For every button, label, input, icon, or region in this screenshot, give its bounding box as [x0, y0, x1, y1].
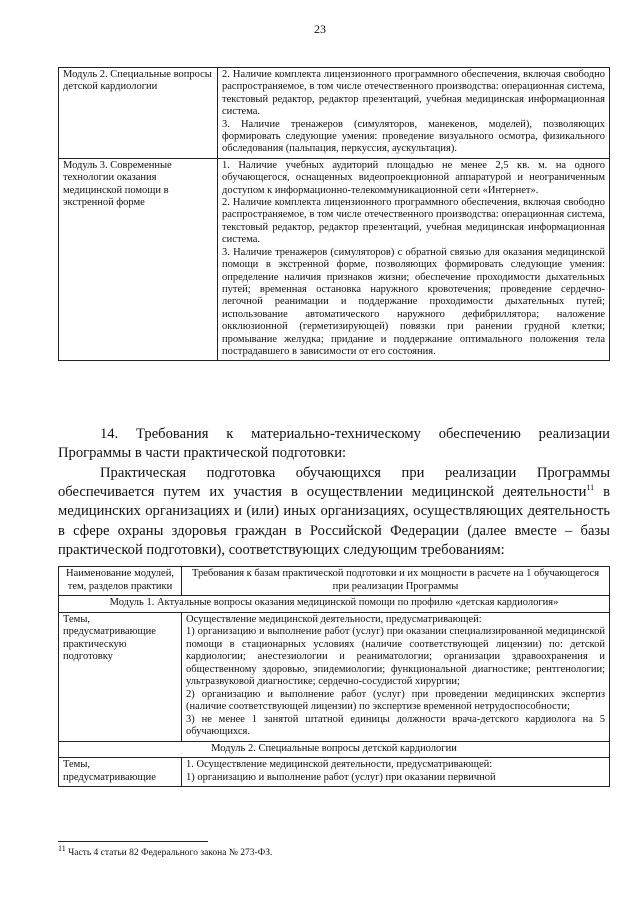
practical-training-table: [58, 566, 610, 787]
intro-text: Практическая подготовка обучающихся при реализации Программы обеспечивается путем их участия в осуществлении медицинской деятельности: [58, 465, 610, 501]
requirement-item: Осуществление медицинской деятельности, предусматривающей:: [186, 613, 482, 625]
requirement-item: 2) организацию и выполнение работ (услуг) при проведении медицинских экспертиз (наличие соответствующей лицензии) по экспертизе временной нетрудоспособности;: [186, 688, 605, 712]
topic-cell: Темы, предусматривающие: [59, 758, 182, 787]
table-row: [59, 758, 610, 787]
table-header-row: [59, 567, 610, 596]
table-row: [59, 612, 610, 741]
module-cell: Модуль 3. Современные технологии оказания медицинской помощи в экстренной форме: [59, 158, 218, 361]
page-number: 23: [314, 22, 326, 36]
module-title-row: [59, 741, 610, 758]
module-title: Модуль 2. Специальные вопросы детской кардиологии: [59, 741, 610, 758]
section-heading: 14. Требования к материально-техническому обеспечению реализации Программы в части практической подготовки:: [58, 426, 610, 461]
requirements-cell: [182, 758, 610, 787]
footnote-reference[interactable]: 11: [586, 483, 595, 493]
column-header-requirements: Требования к базам практической подготовки и их мощности в расчете на 1 обучающегося при реализации Программы: [182, 567, 610, 596]
column-header-modules: Наименование модулей, тем, разделов практики: [59, 567, 182, 596]
requirements-cell: [182, 612, 610, 741]
requirement-item: 1. Наличие учебных аудиторий площадью не менее 2,5 кв. м. на одного обучающегося, оснащенных видеопроекционной аппаратурой и неограниченным доступом к информационно-телекоммуникационной сети «Интернет».: [222, 159, 605, 196]
requirement-item: 3. Наличие тренажеров (симуляторов) с обратной связью для оказания медицинской помощи в экстренной форме, позволяющих формировать следующие умения: определение наличия признаков жизни; обеспечение проходимости дыхательных путей; временная остановка наружного кровотечения; проведение сердечно-легочной реанимации и поддержание проходимости дыхательных путей; использование автоматического наружного дефибриллятора; наложение окклюзионной (герметизирующей) повязки при ранении грудной клетки; промывание желудка; придание и поддержание оптимального положения тела пострадавшего в зависимости от его состояния.: [222, 246, 605, 357]
requirements-cell: [218, 68, 610, 159]
footnote: [58, 843, 273, 858]
topic-cell: Темы, предусматривающие практическую подготовку: [59, 612, 182, 741]
requirement-item: 3) не менее 1 занятой штатной единицы должности врача-детского кардиолога на 5 обучающихся.: [186, 713, 605, 737]
requirement-item: 2. Наличие комплекта лицензионного программного обеспечения, включая свободно распространяемое, в том числе отечественного производства: операционная система, текстовый редактор, редактор презентаций, учебная медицинская информационная система.: [222, 197, 605, 246]
footnote-divider: [58, 841, 208, 842]
table-row: [59, 158, 610, 361]
module-title: Модуль 1. Актуальные вопросы оказания медицинской помощи по профилю «детская кардиология»: [59, 596, 610, 613]
module-title-row: [59, 596, 610, 613]
table-row: [59, 68, 610, 159]
requirement-item: 2. Наличие комплекта лицензионного программного обеспечения, включая свободно распространяемое, в том числе отечественного производства: операционная система, текстовый редактор, редактор презентаций, учебная медицинская информационная система.: [222, 69, 605, 118]
requirement-item: 3. Наличие тренажеров (симуляторов, манекенов, моделей), позволяющих формировать следующие умения: проведение визуального осмотра, физикального обследования (пальпация, перкуссия, аускультация).: [222, 118, 605, 155]
section-intro-paragraph: [58, 464, 610, 560]
requirement-item: 1. Осуществление медицинской деятельности, предусматривающей:: [186, 759, 493, 770]
footnote-text: Часть 4 статьи 82 Федерального закона № 273-ФЗ.: [65, 848, 273, 858]
module-cell: Модуль 2. Специальные вопросы детской кардиологии: [59, 68, 218, 159]
intro-text-continued: в медицинских организациях и (или) иных организациях, осуществляющих деятельность в сфере охраны здоровья граждан в Российской Федерации (далее вместе – базы практической подготовки), соответствующих следующим требованиям:: [58, 484, 610, 558]
equipment-requirements-table: [58, 67, 610, 361]
requirement-item: 1) организацию и выполнение работ (услуг) при оказании первичной: [186, 771, 496, 783]
requirements-cell: [218, 158, 610, 361]
footnote-marker: 11: [58, 843, 66, 853]
requirement-item: 1) организацию и выполнение работ (услуг) при оказании специализированной медицинской помощи в стационарных условиях (наличие соответствующей лицензии) по: детской кардиологии; анестезиологии и реаниматологии; организации здравоохранения и общественному здоровью, эпидемиологии; функциональной диагностике; рентгенологии; ультразвуковой диагностике; сердечно-сосудистой хирургии;: [186, 626, 605, 687]
